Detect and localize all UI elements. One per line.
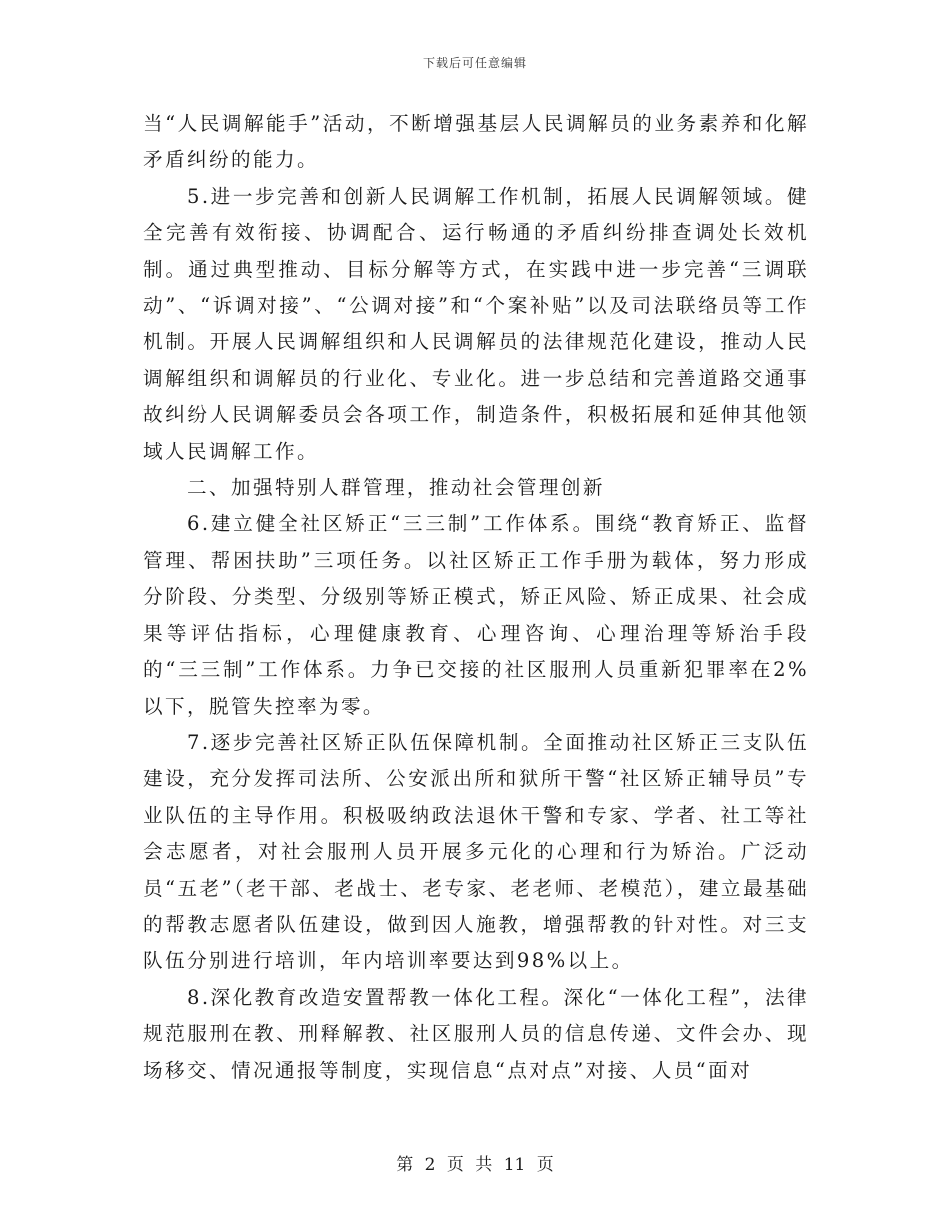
page-number-footer: 第 2 页 共 11 页 bbox=[396, 1155, 554, 1175]
paragraph-item-8: 8.深化教育改造安置帮教一体化工程。深化“一体化工程”，法律规范服刑在教、刑释解教、社区服刑人员的信息传递、文件会办、现场移交、情况通报等制度，实现信息“点对点”对接、人员“面对 bbox=[143, 985, 809, 1082]
paragraph-item-5: 5.进一步完善和创新人民调解工作机制，拓展人民调解领域。健全完善有效衔接、协调配合、运行畅通的矛盾纠纷排查调处长效机制。通过典型推动、目标分解等方式，在实践中进一步完善“三调联动”、“诉调对接”、“公调对接”和“个案补贴”以及司法联络员等工作机制。开展人民调解组织和人民调解员的法律规范化建设，推动人民调解组织和调解员的行业化、专业化。进一步总结和完善道路交通事故纠纷人民调解委员会各项工作，制造条件，积极拓展和延伸其他领域人民调解工作。 bbox=[143, 184, 809, 463]
section-heading-2: 二、加强特别人群管理，推动社会管理创新 bbox=[187, 476, 605, 500]
paragraph-item-6: 6.建立健全社区矫正“三三制”工作体系。围绕“教育矫正、监督管理、帮困扶助”三项任务。以社区矫正工作手册为载体，努力形成分阶段、分类型、分级别等矫正模式，矫正风险、矫正成果、社会成果等评估指标，心理健康教育、心理咨询、心理治理等矫治手段的“三三制”工作体系。力争已交接的社区服刑人员重新犯罪率在2%以下，脱管失控率为零。 bbox=[143, 512, 809, 718]
paragraph-item-7: 7.逐步完善社区矫正队伍保障机制。全面推动社区矫正三支队伍建设，充分发挥司法所、公安派出所和狱所干警“社区矫正辅导员”专业队伍的主导作用。积极吸纳政法退休干警和专家、学者、社工等社会志愿者，对社会服刑人员开展多元化的心理和行为矫治。广泛动员“五老”（老干部、老战士、老专家、老老师、老模范），建立最基础的帮教志愿者队伍建设，做到因人施教，增强帮教的针对性。对三支队伍分别进行培训，年内培训率要达到98%以上。 bbox=[143, 730, 809, 973]
document-body bbox=[143, 106, 809, 1089]
paragraph-continuation: 当“人民调解能手”活动，不断增强基层人民调解员的业务素养和化解矛盾纠纷的能力。 bbox=[143, 112, 809, 172]
page-header: 下载后可任意编辑 bbox=[422, 56, 527, 70]
